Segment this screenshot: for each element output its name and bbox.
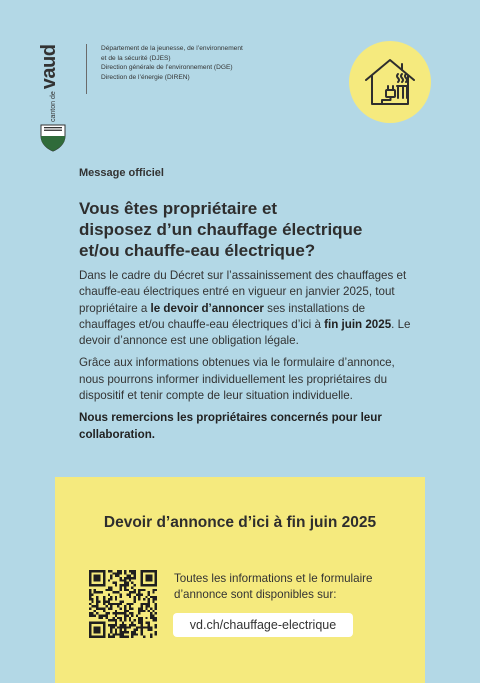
paragraph-thanks: [79, 410, 411, 443]
department-line: et de la sécurité (DJES): [101, 54, 171, 62]
header-divider: [86, 44, 87, 94]
qr-code-icon[interactable]: [89, 570, 157, 638]
paragraph-emphasis: fin juin 2025: [324, 317, 392, 331]
logo-wordmark: [38, 45, 61, 122]
department-line: Département de la jeunesse, de l’environnement: [101, 45, 243, 52]
paragraph-decree: [79, 268, 411, 349]
title-line: Vous êtes propriétaire et: [79, 199, 278, 218]
title-line: disposez d’un chauffage électrique: [79, 220, 363, 239]
paragraph-text: . Le devoir d’annonce est une obligation légale.: [79, 317, 411, 348]
vaud-shield-icon: [40, 124, 66, 152]
department-list: [101, 44, 243, 82]
panel-info-text: Toutes les informations et le formulaire d’annonce sont disponibles sur:: [174, 572, 373, 601]
body-text: [79, 268, 411, 449]
panel-title: Devoir d’annonce d’ici à fin juin 2025: [103, 514, 377, 531]
paragraph-text: Dans le cadre du Décret sur l’assainissement des chauffages et chauffe-eau électriques entré en vigueur en janvier 2025, tout propriétaire a: [79, 269, 407, 315]
paragraph-emphasis: le devoir d’annoncer: [150, 301, 264, 315]
announcement-panel: [55, 477, 425, 683]
department-line: Direction de l’énergie (DIREN): [101, 73, 190, 81]
house-electric-heating-icon: [362, 54, 418, 110]
canton-vaud-logo: [36, 44, 72, 130]
message-kicker: Message officiel: [79, 167, 164, 179]
logo-main-text: vaud: [38, 44, 60, 90]
house-badge: [349, 41, 431, 123]
logo-small-text: canton de: [50, 91, 57, 122]
page-title: [79, 198, 419, 261]
title-line: et/ou chauffe-eau électrique?: [79, 241, 316, 260]
paragraph-emphasis: Nous remercions les propriétaires concernés pour leur collaboration.: [79, 411, 382, 441]
paragraph-text: ses installations de chauffages et/ou chauffe-eau électriques d’ici à: [79, 301, 366, 331]
department-line: Direction générale de l’environnement (DGE): [101, 64, 233, 72]
paragraph-information: Grâce aux informations obtenues via le formulaire d’annonce, nous pourrons informer individuellement les propriétaires du dispositif et tenir compte de leur situation individuelle.: [79, 356, 395, 403]
website-link[interactable]: vd.ch/chauffage-electrique: [173, 613, 353, 637]
